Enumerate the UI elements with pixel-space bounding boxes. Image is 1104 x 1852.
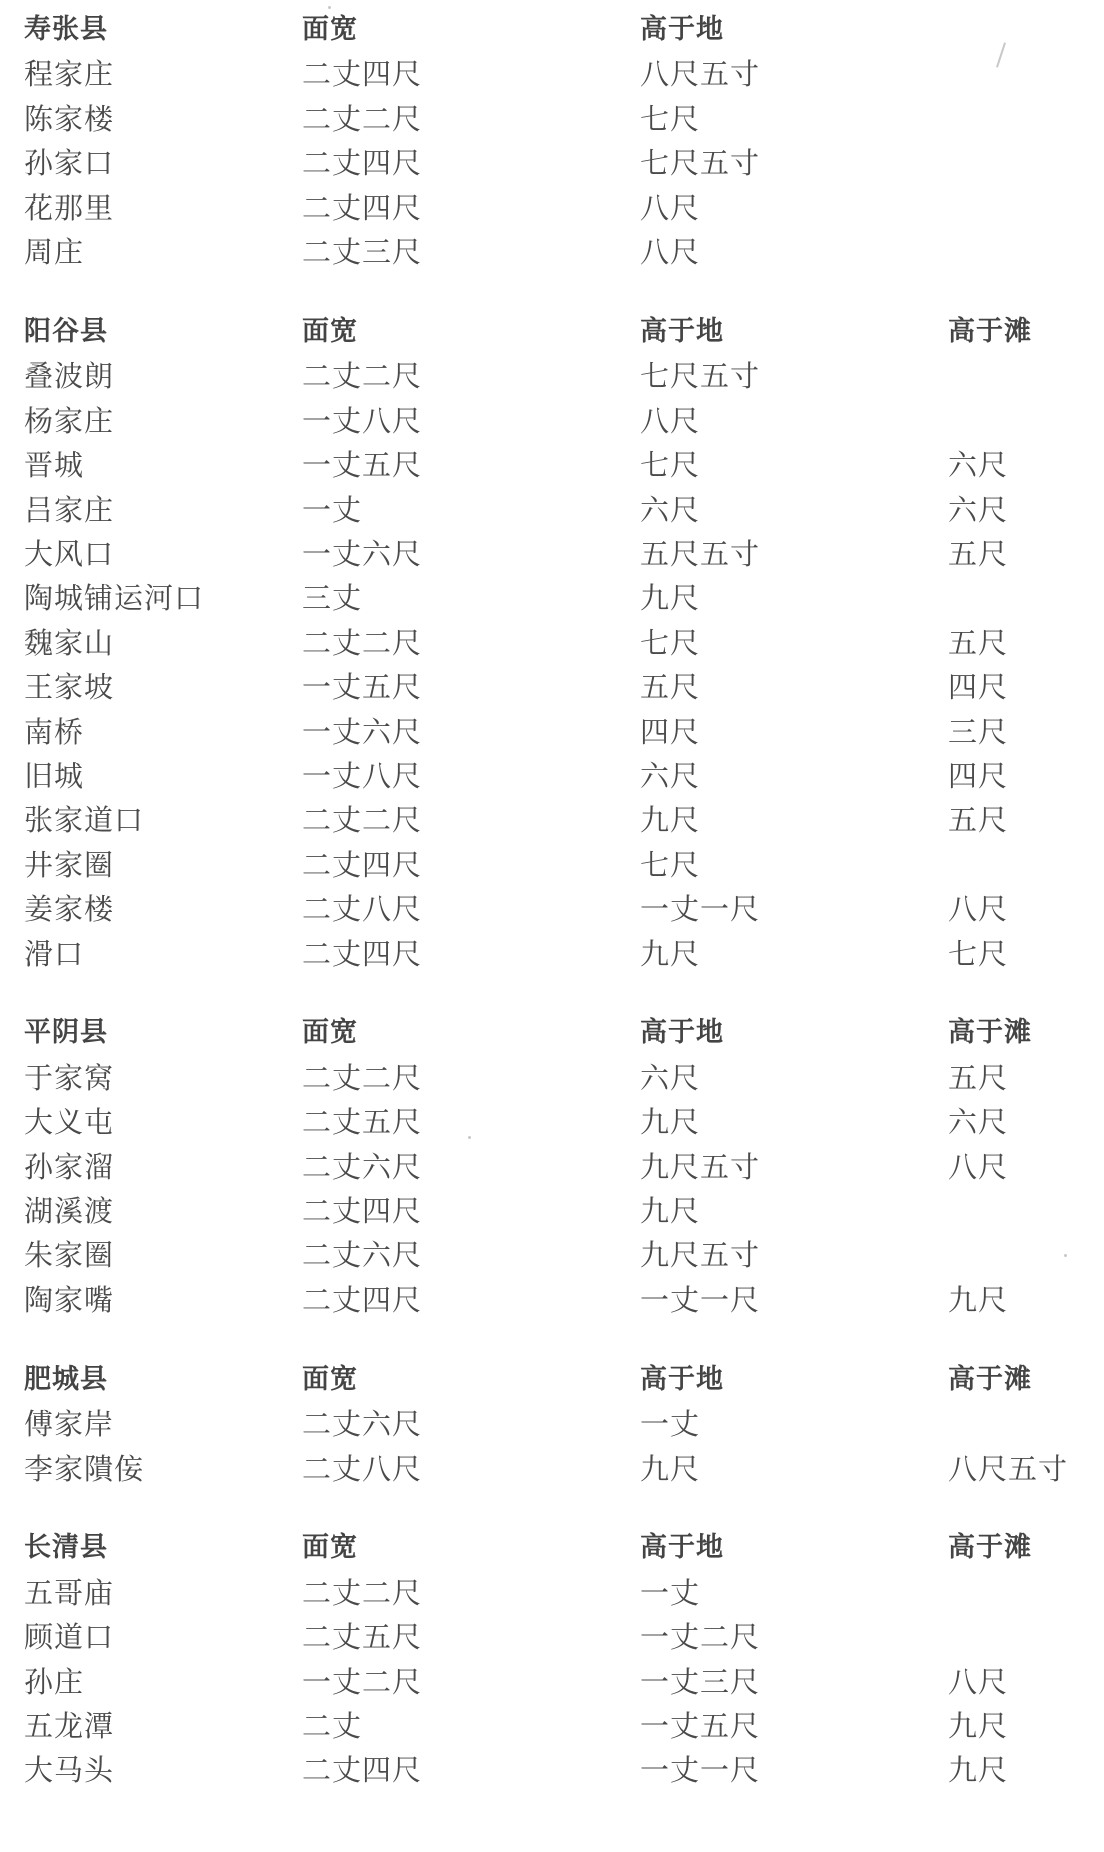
table-row bbox=[0, 1660, 1104, 1704]
height-above-ground: 六尺 bbox=[640, 1060, 701, 1095]
county-name: 孙庄 bbox=[24, 1664, 85, 1699]
width-value: 二丈二尺 bbox=[302, 101, 423, 136]
table-row bbox=[0, 230, 1104, 274]
width-value: 二丈四尺 bbox=[302, 936, 423, 971]
height-above-ground: 一丈一尺 bbox=[640, 892, 761, 927]
height-above-shoal: 五尺 bbox=[948, 803, 1009, 838]
height-above-ground: 七尺 bbox=[640, 101, 701, 136]
height-above-shoal: 九尺 bbox=[948, 1709, 1009, 1744]
height-above-ground: 九尺 bbox=[640, 803, 701, 838]
table-row bbox=[0, 843, 1104, 887]
table-row bbox=[0, 1189, 1104, 1233]
height-above-ground: 一丈一尺 bbox=[640, 1282, 761, 1317]
county-name: 井家圈 bbox=[24, 847, 115, 882]
county-name: 傅家岸 bbox=[24, 1407, 115, 1442]
table-row bbox=[0, 754, 1104, 798]
table-row bbox=[0, 1100, 1104, 1144]
table-row bbox=[0, 1571, 1104, 1615]
county-heading: 平阴县 bbox=[24, 1017, 108, 1049]
county-name: 五龙潭 bbox=[24, 1709, 115, 1744]
height-above-ground: 四尺 bbox=[640, 714, 701, 749]
width-value: 一丈六尺 bbox=[302, 536, 423, 571]
county-heading: 寿张县 bbox=[24, 14, 108, 45]
table-row bbox=[0, 141, 1104, 185]
county-heading: 阳谷县 bbox=[24, 315, 108, 347]
height-above-ground: 六尺 bbox=[640, 492, 701, 527]
height-above-ground: 七尺 bbox=[640, 847, 701, 882]
width-value: 二丈二尺 bbox=[302, 359, 423, 394]
height-above-shoal: 五尺 bbox=[948, 536, 1009, 571]
scan-speck bbox=[328, 6, 331, 9]
height-above-ground: 一丈 bbox=[640, 1575, 701, 1610]
width-heading: 面宽 bbox=[302, 1363, 358, 1395]
width-value: 一丈八尺 bbox=[302, 758, 423, 793]
county-name: 陈家楼 bbox=[24, 101, 115, 136]
height-above-shoal: 九尺 bbox=[948, 1282, 1009, 1317]
width-value: 二丈六尺 bbox=[302, 1407, 423, 1442]
shoal-height-heading: 高于滩 bbox=[948, 315, 1032, 347]
table-row bbox=[0, 621, 1104, 665]
height-above-ground: 一丈一尺 bbox=[640, 1753, 761, 1788]
height-above-shoal: 五尺 bbox=[948, 625, 1009, 660]
height-above-ground: 八尺五寸 bbox=[640, 57, 761, 92]
height-above-ground: 九尺 bbox=[640, 1194, 701, 1229]
height-above-ground: 九尺 bbox=[640, 1451, 701, 1486]
width-value: 二丈五尺 bbox=[302, 1105, 423, 1140]
height-above-shoal: 六尺 bbox=[948, 1105, 1009, 1140]
table-row bbox=[0, 532, 1104, 576]
county-name: 大义屯 bbox=[24, 1105, 115, 1140]
height-above-ground: 九尺五寸 bbox=[640, 1149, 761, 1184]
section-header-row bbox=[0, 1358, 1104, 1402]
height-above-ground: 九尺五寸 bbox=[640, 1238, 761, 1273]
table-row bbox=[0, 665, 1104, 709]
width-value: 一丈 bbox=[302, 492, 363, 527]
table-row bbox=[0, 1447, 1104, 1491]
width-value: 二丈二尺 bbox=[302, 625, 423, 660]
width-value: 二丈四尺 bbox=[302, 190, 423, 225]
table-row bbox=[0, 488, 1104, 532]
height-above-ground: 八尺 bbox=[640, 190, 701, 225]
shoal-height-heading: 高于滩 bbox=[948, 1017, 1032, 1049]
shoal-height-heading: 高于滩 bbox=[948, 1532, 1032, 1564]
county-name: 程家庄 bbox=[24, 57, 115, 92]
county-heading: 长清县 bbox=[24, 1532, 108, 1564]
county-name: 周庄 bbox=[24, 235, 85, 269]
width-value: 二丈四尺 bbox=[302, 57, 423, 92]
width-value: 二丈二尺 bbox=[302, 1575, 423, 1610]
height-above-shoal: 三尺 bbox=[948, 714, 1009, 749]
width-value: 二丈三尺 bbox=[302, 235, 423, 269]
width-heading: 面宽 bbox=[302, 1017, 358, 1049]
county-name: 湖溪渡 bbox=[24, 1194, 115, 1229]
scan-speck bbox=[1064, 1254, 1067, 1257]
height-above-ground: 七尺五寸 bbox=[640, 146, 761, 181]
table-row bbox=[0, 1056, 1104, 1100]
county-name: 朱家圈 bbox=[24, 1238, 115, 1273]
width-value: 二丈四尺 bbox=[302, 1753, 423, 1788]
height-above-ground: 六尺 bbox=[640, 758, 701, 793]
width-value: 二丈 bbox=[302, 1709, 363, 1744]
county-name: 姜家楼 bbox=[24, 892, 115, 927]
county-name: 孙家口 bbox=[24, 146, 115, 181]
county-name: 大风口 bbox=[24, 536, 115, 571]
width-value: 三丈 bbox=[302, 581, 363, 616]
width-value: 二丈二尺 bbox=[302, 803, 423, 838]
county-name: 大马头 bbox=[24, 1753, 115, 1788]
scan-speck bbox=[468, 1136, 471, 1139]
width-value: 二丈五尺 bbox=[302, 1620, 423, 1655]
ground-height-heading: 高于地 bbox=[640, 14, 724, 45]
county-name: 张家道口 bbox=[24, 803, 145, 838]
height-above-ground: 九尺 bbox=[640, 1105, 701, 1140]
height-above-ground: 七尺 bbox=[640, 448, 701, 483]
height-above-shoal: 六尺 bbox=[948, 448, 1009, 483]
table-row bbox=[0, 1145, 1104, 1189]
height-above-shoal: 八尺 bbox=[948, 1149, 1009, 1184]
table-row bbox=[0, 443, 1104, 487]
ground-height-heading: 高于地 bbox=[640, 315, 724, 347]
height-above-ground: 一丈二尺 bbox=[640, 1620, 761, 1655]
height-above-ground: 八尺 bbox=[640, 235, 701, 269]
width-value: 二丈四尺 bbox=[302, 1282, 423, 1317]
county-name: 叠波朗 bbox=[24, 359, 115, 394]
table-row bbox=[0, 97, 1104, 141]
table-row bbox=[0, 1278, 1104, 1322]
height-above-ground: 五尺五寸 bbox=[640, 536, 761, 571]
section-header-row bbox=[0, 1011, 1104, 1055]
county-name: 滑口 bbox=[24, 936, 85, 971]
height-above-shoal: 九尺 bbox=[948, 1753, 1009, 1788]
width-value: 二丈四尺 bbox=[302, 1194, 423, 1229]
county-name: 晋城 bbox=[24, 448, 85, 483]
section-header-row bbox=[0, 1526, 1104, 1570]
table-row bbox=[0, 1615, 1104, 1659]
county-name: 于家窝 bbox=[24, 1060, 115, 1095]
county-name: 王家坡 bbox=[24, 670, 115, 705]
table-row bbox=[0, 1704, 1104, 1748]
county-name: 五哥庙 bbox=[24, 1575, 115, 1610]
table-row bbox=[0, 710, 1104, 754]
width-value: 一丈二尺 bbox=[302, 1664, 423, 1699]
height-above-ground: 五尺 bbox=[640, 670, 701, 705]
height-above-shoal: 八尺五寸 bbox=[948, 1451, 1069, 1486]
height-above-ground: 九尺 bbox=[640, 936, 701, 971]
table-row bbox=[0, 576, 1104, 620]
height-above-shoal: 八尺 bbox=[948, 1664, 1009, 1699]
table-row bbox=[0, 1748, 1104, 1792]
table-row bbox=[0, 932, 1104, 976]
width-value: 二丈二尺 bbox=[302, 1060, 423, 1095]
width-heading: 面宽 bbox=[302, 315, 358, 347]
width-value: 一丈六尺 bbox=[302, 714, 423, 749]
county-name: 陶家嘴 bbox=[24, 1282, 115, 1317]
county-name: 魏家山 bbox=[24, 625, 115, 660]
height-above-ground: 一丈 bbox=[640, 1407, 701, 1442]
table-row bbox=[0, 1233, 1104, 1277]
height-above-ground: 一丈三尺 bbox=[640, 1664, 761, 1699]
county-name: 杨家庄 bbox=[24, 403, 115, 438]
width-value: 一丈五尺 bbox=[302, 448, 423, 483]
table-row bbox=[0, 186, 1104, 230]
county-name: 陶城铺运河口 bbox=[24, 581, 205, 616]
section-header-row bbox=[0, 310, 1104, 354]
width-value: 二丈八尺 bbox=[302, 892, 423, 927]
county-name: 顾道口 bbox=[24, 1620, 115, 1655]
county-name: 南桥 bbox=[24, 714, 85, 749]
height-above-shoal: 四尺 bbox=[948, 670, 1009, 705]
height-above-shoal: 五尺 bbox=[948, 1060, 1009, 1095]
county-name: 李家隤侫 bbox=[24, 1451, 145, 1486]
table-row bbox=[0, 399, 1104, 443]
height-above-ground: 一丈五尺 bbox=[640, 1709, 761, 1744]
ground-height-heading: 高于地 bbox=[640, 1363, 724, 1395]
width-heading: 面宽 bbox=[302, 14, 358, 45]
table-row bbox=[0, 354, 1104, 398]
width-value: 二丈六尺 bbox=[302, 1238, 423, 1273]
height-above-ground: 七尺五寸 bbox=[640, 359, 761, 394]
table-row bbox=[0, 887, 1104, 931]
height-above-ground: 九尺 bbox=[640, 581, 701, 616]
width-value: 二丈六尺 bbox=[302, 1149, 423, 1184]
height-above-shoal: 八尺 bbox=[948, 892, 1009, 927]
width-value: 一丈五尺 bbox=[302, 670, 423, 705]
ground-height-heading: 高于地 bbox=[640, 1017, 724, 1049]
county-name: 花那里 bbox=[24, 190, 115, 225]
width-value: 二丈八尺 bbox=[302, 1451, 423, 1486]
width-value: 二丈四尺 bbox=[302, 146, 423, 181]
county-name: 旧城 bbox=[24, 758, 85, 793]
table-row bbox=[0, 52, 1104, 96]
height-above-ground: 八尺 bbox=[640, 403, 701, 438]
height-above-ground: 七尺 bbox=[640, 625, 701, 660]
section-header-row bbox=[0, 8, 1104, 52]
width-value: 二丈四尺 bbox=[302, 847, 423, 882]
county-name: 孙家溜 bbox=[24, 1149, 115, 1184]
county-heading: 肥城县 bbox=[24, 1363, 108, 1395]
shoal-height-heading: 高于滩 bbox=[948, 1363, 1032, 1395]
county-name: 吕家庄 bbox=[24, 492, 115, 527]
height-above-shoal: 四尺 bbox=[948, 758, 1009, 793]
width-value: 一丈八尺 bbox=[302, 403, 423, 438]
table-row bbox=[0, 1402, 1104, 1446]
height-above-shoal: 六尺 bbox=[948, 492, 1009, 527]
width-heading: 面宽 bbox=[302, 1532, 358, 1564]
height-above-shoal: 七尺 bbox=[948, 936, 1009, 971]
ground-height-heading: 高于地 bbox=[640, 1532, 724, 1564]
table-row bbox=[0, 798, 1104, 842]
